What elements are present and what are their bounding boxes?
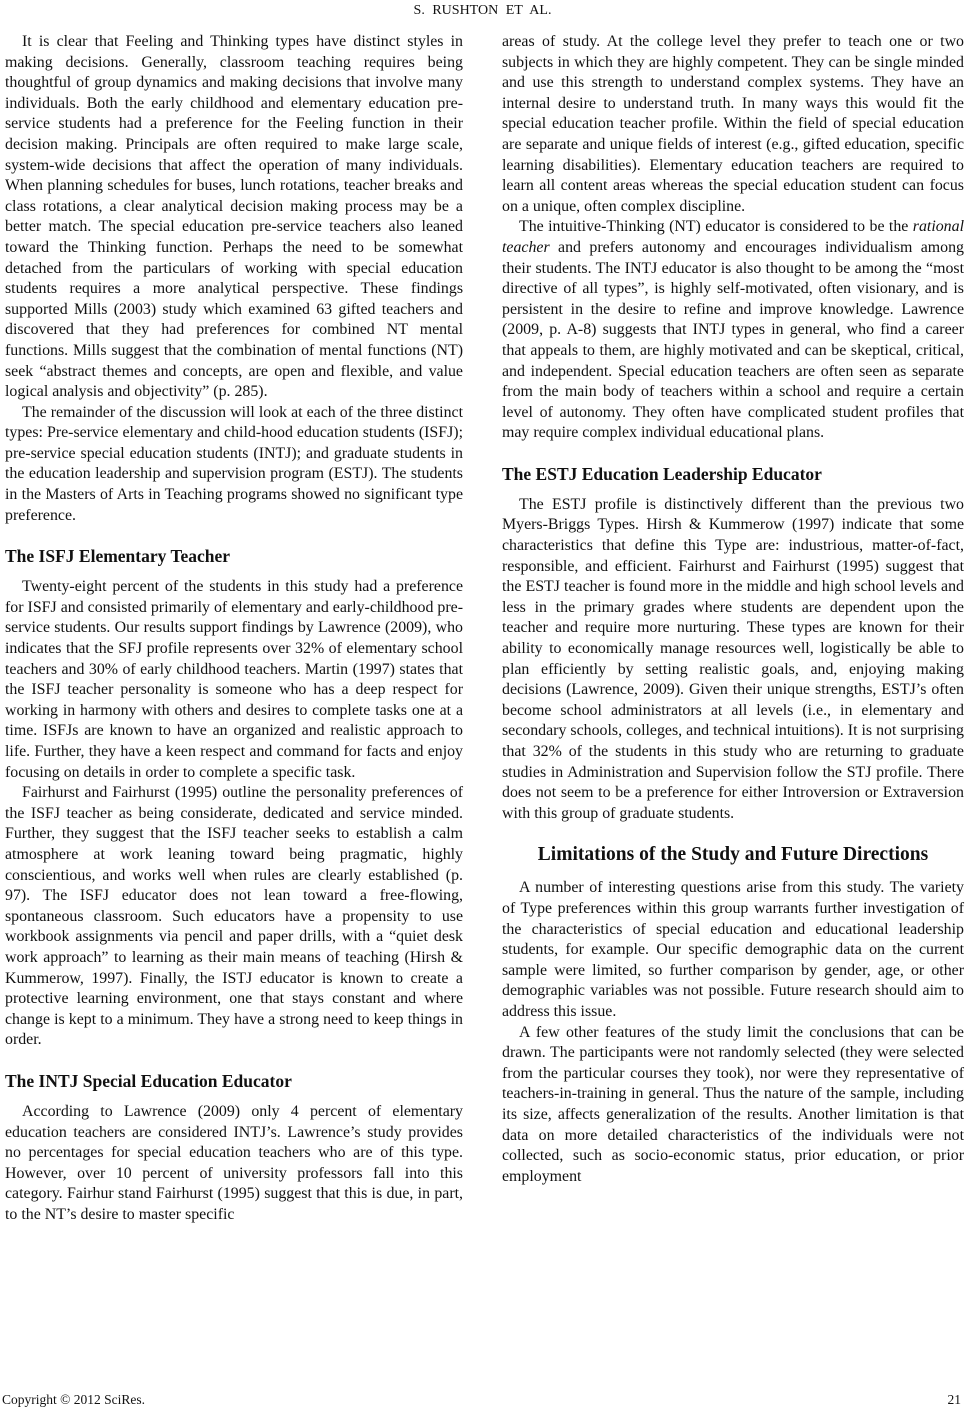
right-column <box>502 32 964 1187</box>
paragraph: A number of interesting questions arise from this study. The variety of Type preferences within this group warrants further investigation of the characteristics of special education and educational leadership students, for example. Our specific demographic data on the current sample were limited, so further comparison by gender, age, or other demographic variables was not possible. Future research should aim to address this issue. <box>502 879 964 1020</box>
paragraph: It is clear that Feeling and Thinking types have distinct styles in making decisions. Generally, classroom teaching requires being thoughtful of group dynamics and making decisions that involve many individuals. Both the early childhood and elementary education pre-service students had a preference for the Feeling function in their decision making. Principals are often required to make large scale, system-wide decisions that affect the operation of many individuals. When planning schedules for buses, lunch rotations, teacher breaks and class rotations, a clear analytical decision making process may be a better match. The special education pre-service teachers also leaned toward the Thinking function. Perhaps the need to be somewhat detached from the particulars of working with special education students requires a more analytical perspective. These findings supported Mills (2003) study which examined 63 gifted teachers and discovered that they had preferences for combined NT mental functions. Mills suggest that the combination of mental functions (NT) seek “abstract themes and concepts, are open and flexible, and value logical analysis and objectivity” (p. 285). <box>5 33 463 401</box>
section-heading-intj: The INTJ Special Education Educator <box>5 1070 292 1091</box>
text: and prefers autonomy and encourages individualism among their students. The INTJ educator is also thought to be among the “most directive of all types”, is highly self-motivated, often visionary, and is persistent in the desire to refine and improve knowledge. Lawrence (2009, p. A-8) suggests that INTJ types in general, who find a career that appeals to them, are highly motivated and can be skeptical, critical, and independent. Special education teachers are often seen as separate from the main body of teachers within a school and require a certain level of autonomy. They often have complicated student profiles that may require complex individual educational plans. <box>502 238 964 442</box>
paragraph: The remainder of the discussion will look at each of the three distinct types: Pre-service elementary and child-hood education students (ISFJ); pre-service special education students (INTJ); and graduate students in the education leadership and supervision program (ESTJ). The students in the Masters of Arts in Teaching programs showed no significant type preference. <box>5 403 463 524</box>
paragraph: A few other features of the study limit the conclusions that can be drawn. The participants were not randomly selected (they were selected from the particular courses they took), nor were they representative of teachers-in-training in general. Thus the nature of the sample, including its size, affects generalization of the results. Another limitation is that data on more detailed characteristics of the individuals were not collected, such as socio-economic status, prior education, or prior employment <box>502 1023 964 1185</box>
section-heading-isfj: The ISFJ Elementary Teacher <box>5 546 231 567</box>
paragraph: Twenty-eight percent of the students in this study had a preference for ISFJ and consisted primarily of elementary and early-childhood pre-service students. Our results support findings by Lawrence (2009), who indicates that the SFJ profile represents over 32% of elementary school teachers and 30% of early childhood teachers. Martin (1997) states that the ISFJ teacher personality is someone who has a deep respect for working in harmony with others and desires to complete tasks one at a time. ISFJs are known to have an organized and realistic approach to life. Further, they have a keen respect and command for facts and enjoy focusing on details in order to complete a specific task. <box>5 578 463 781</box>
page-number: 21 <box>947 1392 961 1407</box>
left-column <box>5 32 463 1225</box>
text: The intuitive-Thinking (NT) educator is considered to be the <box>519 218 913 236</box>
paragraph: Fairhurst and Fairhurst (1995) outline the personality preferences of the ISFJ teacher as being considerate, dedicated and service minded. Further, they suggest that the ISFJ teacher seeks to establish a calm atmosphere at work leaning toward being pragmatic, highly conscientious, and works well when rules are clearly established (p. 97). The ISFJ educator does not lean toward a free-flowing, spontaneous classroom. Such educators have a propensity to use workbook assignments via pencil and paper drills, with a “quiet desk work approach” to learning as their main means of teaching (Hirsh & Kummerow, 1997). Finally, the ISTJ educator is known to create a protective learning environment, one that stays constant and where change is kept to a minimum. They have a strong need to keep things in order. <box>5 784 463 1049</box>
paragraph <box>502 217 964 444</box>
section-heading-limitations: Limitations of the Study and Future Directions <box>537 844 929 866</box>
running-head: S. RUSHTON ET AL. <box>413 3 552 18</box>
copyright-footer: Copyright © 2012 SciRes. <box>2 1392 146 1407</box>
paragraph: The ESTJ profile is distinctively different than the previous two Myers-Briggs Types. Hirsh & Kummerow (1997) indicate that some characteristics that define this Type are: industrious, matter-of-fact, responsible, and efficient. Fairhurst and Fairhurst (1995) suggest that the ESTJ teacher is found more in the middle and high school levels and less in the primary grades where students are dependent upon the teacher and require more nurturing. These types are known for their ability to economically manage resources well, logistically be able to plan efficiently by setting realistic goals, and, enjoying making decisions (Lawrence, 2009). Given their unique strengths, ESTJ’s often become school administrators at all levels (i.e., in elementary and secondary schools, colleges, and technical intuitions). It is not surprising that 32% of the students in this study who are returning to graduate studies in Administration and Supervision follow the STJ profile. There does not seem to be a preference for either Introversion or Extraversion with this group of graduate students. <box>502 495 964 822</box>
emphasis: rational teacher <box>502 218 964 256</box>
paragraph: areas of study. At the college level they prefer to teach one or two subjects in which they are highly competent. They can be single minded and use this strength to understand complex systems. They have an internal desire to understand truth. In many ways this would fit the special education teacher profile. Within the field of special education are separate and unique fields of interest (e.g., gifted education, specific learning disabilities). Elementary education teachers are required to learn all content areas whereas the special education student can focus on a unique, often complex discipline. <box>502 33 964 215</box>
section-heading-estj: The ESTJ Education Leadership Educator <box>502 463 822 484</box>
paragraph: According to Lawrence (2009) only 4 percent of elementary education teachers are considered INTJ’s. Lawrence’s study provides no percentages for special education teachers who are of this type. However, over 10 percent of university professors fall into this category. Fairhur stand Fairhurst (1995) suggest that this is due, in part, to the NT’s desire to master specific <box>5 1102 463 1223</box>
